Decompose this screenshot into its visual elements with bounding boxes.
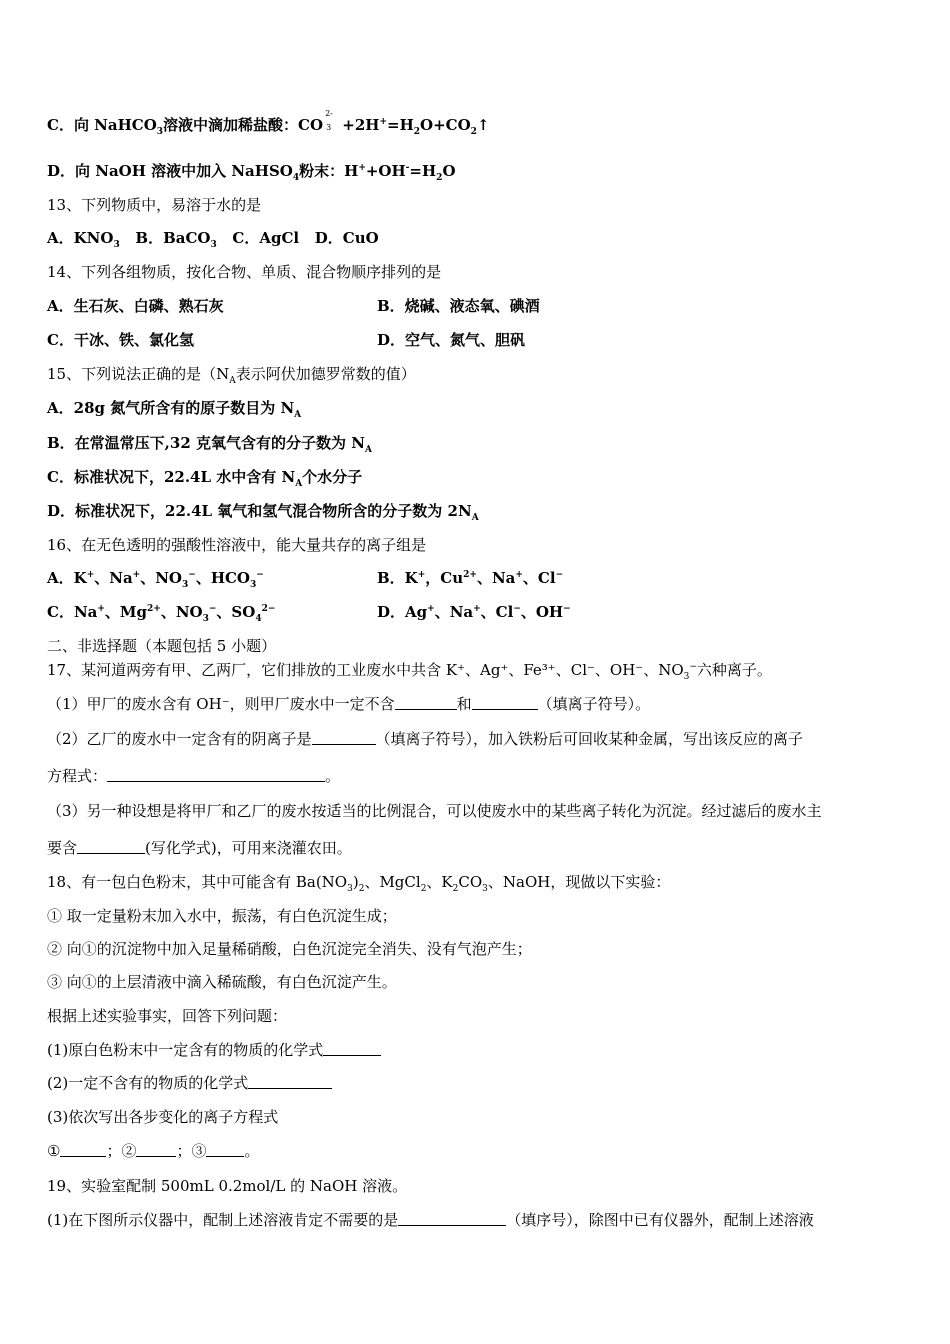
q18-intro: 根据上述实验事实，回答下列问题： (47, 1007, 288, 1025)
answer-blank[interactable] (60, 1142, 106, 1157)
answer-blank[interactable] (107, 767, 325, 782)
q14-option-b: B．烧碱、液态氧、碘酒 (377, 297, 540, 315)
section-heading: 二、非选择题（本题包括 5 小题） (47, 637, 277, 655)
q17-stem: 17、某河道两旁有甲、乙两厂，它们排放的工业废水中共含 K⁺、Ag⁺、Fe³⁺、Cl⁻、OH⁻、$NO_3^-$六种离子。 (47, 661, 772, 682)
q12-option-d: D．向 NaOH 溶液中加入 NaHSO$_4$粉末：$H^++OH^-=H_2O$ (47, 162, 456, 183)
q18-answer2: (2)一定不含有的物质的化学式 (47, 1073, 332, 1093)
q15-option-a: A．28g 氮气所含有的原子数目为 $N_A$ (47, 399, 302, 420)
q15-stem: 15、下列说法正确的是（$N_A$表示阿伏加德罗常数的值） (47, 365, 416, 386)
q18-step3: ③ 向①的上层清液中滴入稀硫酸，有白色沉淀产生。 (47, 973, 397, 991)
q19-stem: 19、实验室配制 500mL 0.2mol/L 的 NaOH 溶液。 (47, 1177, 408, 1195)
answer-blank[interactable] (312, 730, 376, 745)
q17-part3: （3）另一种设想是将甲厂和乙厂的废水按适当的比例混合，可以使废水中的某些离子转化为沉淀。经过滤后的废水主 (47, 802, 822, 820)
q14-option-d: D．空气、氮气、胆矾 (377, 331, 526, 349)
answer-blank[interactable] (472, 695, 538, 710)
q17-part3-cont: 要含 (写化学式)，可用来浇灌农田。 (47, 839, 352, 857)
q17-part2: （2）乙厂的废水中一定含有的阴离子是 （填离子符号），加入铁粉后可回收某种金属，写出该反应的离子 (47, 730, 804, 748)
q15-option-c: C．标准状况下，22.4L 水中含有 $N_A$个水分子 (47, 468, 363, 489)
q12-option-c: C．向 NaHCO$_3$溶液中滴加稀盐酸：CO 2- 3 $+2H^+=H_2O+CO_2↑$ (47, 109, 490, 137)
q18-answer3: (3)依次写出各步变化的离子方程式 (47, 1108, 279, 1126)
q16-option-d: D．Ag+、Na+、Cl−、OH− (377, 603, 571, 621)
q18-stem: 18、有一包白色粉末，其中可能含有 $Ba(NO_3)_2$、MgCl$_2$、$K_2CO_3$、NaOH，现做以下实验： (47, 873, 671, 894)
answer-blank[interactable] (323, 1041, 381, 1056)
q15-option-b: B．在常温常压下,32 克氧气含有的分子数为 $N_A$ (47, 434, 372, 455)
q16-option-c: C．Na+、$Mg^{2+}$、$NO_3^-$、$SO_4^{2-}$ (47, 603, 276, 624)
q13-stem: 13、下列物质中，易溶于水的是 (47, 196, 262, 214)
q18-answer4: ① ；② ；③ 。 (47, 1142, 260, 1160)
q17-part1: （1）甲厂的废水含有 OH⁻，则甲厂废水中一定不含 和 （填离子符号）。 (47, 695, 651, 713)
q18-step2: ② 向①的沉淀物中加入足量稀硝酸，白色沉淀完全消失、没有气泡产生； (47, 940, 532, 958)
q17-part2-cont: 方程式： 。 (47, 767, 341, 785)
q16-stem: 16、在无色透明的强酸性溶液中，能大量共存的离子组是 (47, 536, 427, 554)
q16-option-a: A．K+、Na+、$NO_3^-$、$HCO_3^-$ (47, 569, 264, 590)
answer-blank[interactable] (136, 1142, 176, 1157)
answer-blank[interactable] (77, 839, 145, 854)
q15-option-d: D．标准状况下，22.4L 氧气和氢气混合物所含的分子数为 $2N_A$ (47, 502, 479, 523)
q16-option-b: B．K+，$Cu^{2+}$、Na+、Cl− (377, 569, 564, 587)
q14-option-a: A．生石灰、白磷、熟石灰 (47, 297, 224, 315)
answer-blank[interactable] (206, 1142, 244, 1157)
q18-answer1: (1)原白色粉末中一定含有的物质的化学式 (47, 1040, 381, 1060)
q19-part1: (1)在下图所示仪器中，配制上述溶液肯定不需要的是 （填序号），除图中已有仪器外，配制上述溶液 (47, 1211, 814, 1229)
q18-step1: ① 取一定量粉末加入水中，振荡，有白色沉淀生成； (47, 907, 397, 925)
answer-blank[interactable] (395, 695, 457, 710)
answer-blank[interactable] (398, 1211, 506, 1226)
q13-options: A．$KNO_3$ B．BaCO$_3$ C．AgCl D．CuO (47, 229, 379, 250)
answer-blank[interactable] (248, 1074, 332, 1089)
q14-stem: 14、下列各组物质，按化合物、单质、混合物顺序排列的是 (47, 263, 442, 281)
q14-option-c: C．干冰、铁、氯化氢 (47, 331, 194, 349)
